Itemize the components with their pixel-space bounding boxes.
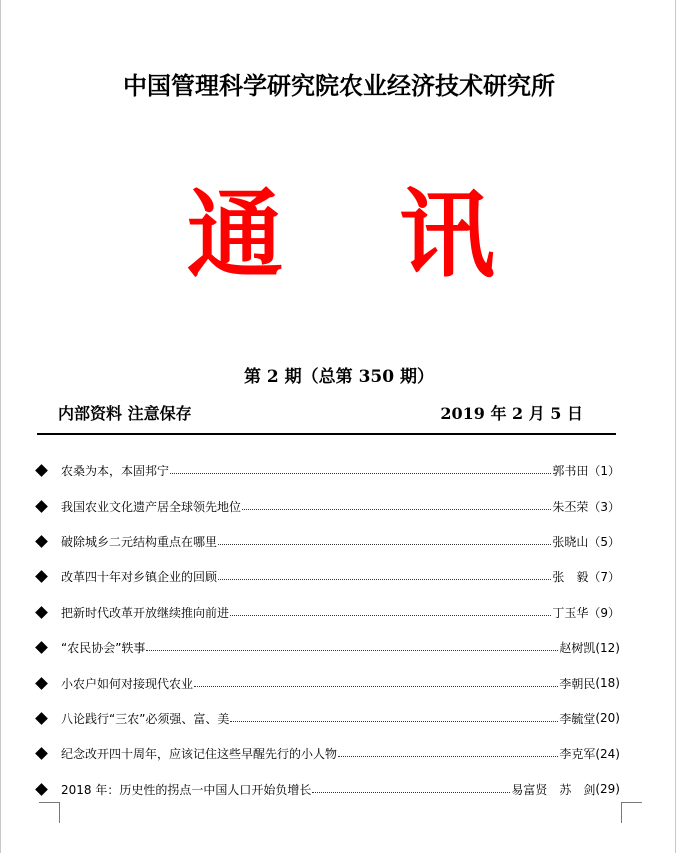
toc-item[interactable]	[35, 488, 620, 523]
diamond-bullet-icon	[35, 464, 48, 477]
toc-item[interactable]	[35, 736, 620, 771]
toc-item[interactable]	[35, 772, 620, 807]
toc-title: 纪念改开四十周年，应该记住这些早醒先行的小人物	[61, 747, 338, 762]
diamond-bullet-icon	[35, 677, 48, 690]
toc-title: 把新时代改革开放继续推向前进	[61, 605, 230, 620]
dot-leader	[312, 792, 510, 793]
toc-author: 李克军	[559, 747, 596, 762]
dot-leader	[146, 650, 558, 651]
dot-leader	[230, 721, 558, 722]
toc-title: 破除城乡二元结构重点在哪里	[61, 534, 218, 549]
organization-title: 中国管理科学研究院农业经济技术研究所	[123, 71, 555, 100]
internal-note: 内部资料 注意保存	[58, 404, 192, 423]
issue-date: 2019 年 2 月 5 日	[440, 404, 583, 423]
toc-author: 张 毅	[552, 570, 589, 585]
margin-corner-mark	[621, 802, 642, 823]
masthead-char-xun: 讯	[399, 178, 495, 291]
dot-leader	[170, 473, 551, 474]
toc-author: 易富贤 苏 剑	[511, 782, 596, 797]
diamond-bullet-icon	[35, 641, 48, 654]
diamond-bullet-icon	[35, 535, 48, 548]
toc-page: （9）	[588, 605, 620, 620]
toc-author: 张晓山	[552, 534, 589, 549]
toc-page: (20)	[595, 711, 620, 726]
toc-page: (24)	[595, 746, 620, 761]
diamond-bullet-icon	[35, 712, 48, 725]
margin-corner-mark	[39, 802, 60, 823]
diamond-bullet-icon	[35, 606, 48, 619]
toc-item[interactable]	[35, 630, 620, 665]
dot-leader	[218, 544, 551, 545]
dot-leader	[230, 615, 551, 616]
toc-item[interactable]	[35, 453, 620, 488]
dot-leader	[218, 579, 551, 580]
toc-page: （7）	[588, 570, 620, 585]
diamond-bullet-icon	[35, 747, 48, 760]
diamond-bullet-icon	[35, 783, 48, 796]
toc-page: （3）	[588, 499, 620, 514]
toc-title: 改革四十年对乡镇企业的回顾	[61, 570, 218, 585]
toc-page: (18)	[595, 676, 620, 691]
toc-author: 朱丕荣	[552, 499, 589, 514]
dot-leader	[194, 686, 558, 687]
dot-leader	[242, 509, 551, 510]
header-divider	[37, 433, 616, 435]
toc-title: 小农户如何对接现代农业	[61, 676, 194, 691]
toc-author: 郭书田	[552, 464, 589, 479]
dot-leader	[338, 756, 558, 757]
masthead-char-tong: 通	[187, 178, 283, 291]
toc-author: 李朝民	[559, 676, 596, 691]
toc-page: （1）	[588, 464, 620, 479]
toc-title: 2018 年：历史性的拐点一中国人口开始负增长	[61, 782, 312, 797]
toc-item[interactable]	[35, 701, 620, 736]
toc-page: (12)	[595, 640, 620, 655]
toc-author: 赵树凯	[559, 641, 596, 656]
diamond-bullet-icon	[35, 570, 48, 583]
table-of-contents	[35, 453, 620, 807]
toc-title: 八论践行“三农”必须强、富、美	[61, 711, 230, 726]
toc-item[interactable]	[35, 559, 620, 594]
toc-title: “农民协会”轶事	[61, 641, 146, 656]
toc-page: （5）	[588, 534, 620, 549]
toc-title: 农桑为本，本固邦宁	[61, 464, 170, 479]
toc-item[interactable]	[35, 595, 620, 630]
toc-page: (29)	[595, 782, 620, 797]
toc-item[interactable]	[35, 665, 620, 700]
toc-title: 我国农业文化遗产居全球领先地位	[61, 499, 242, 514]
diamond-bullet-icon	[35, 500, 48, 513]
toc-author: 李毓堂	[559, 711, 596, 726]
issue-number: 第 2 期（总第 350 期）	[244, 367, 434, 387]
toc-item[interactable]	[35, 524, 620, 559]
toc-author: 丁玉华	[552, 605, 589, 620]
